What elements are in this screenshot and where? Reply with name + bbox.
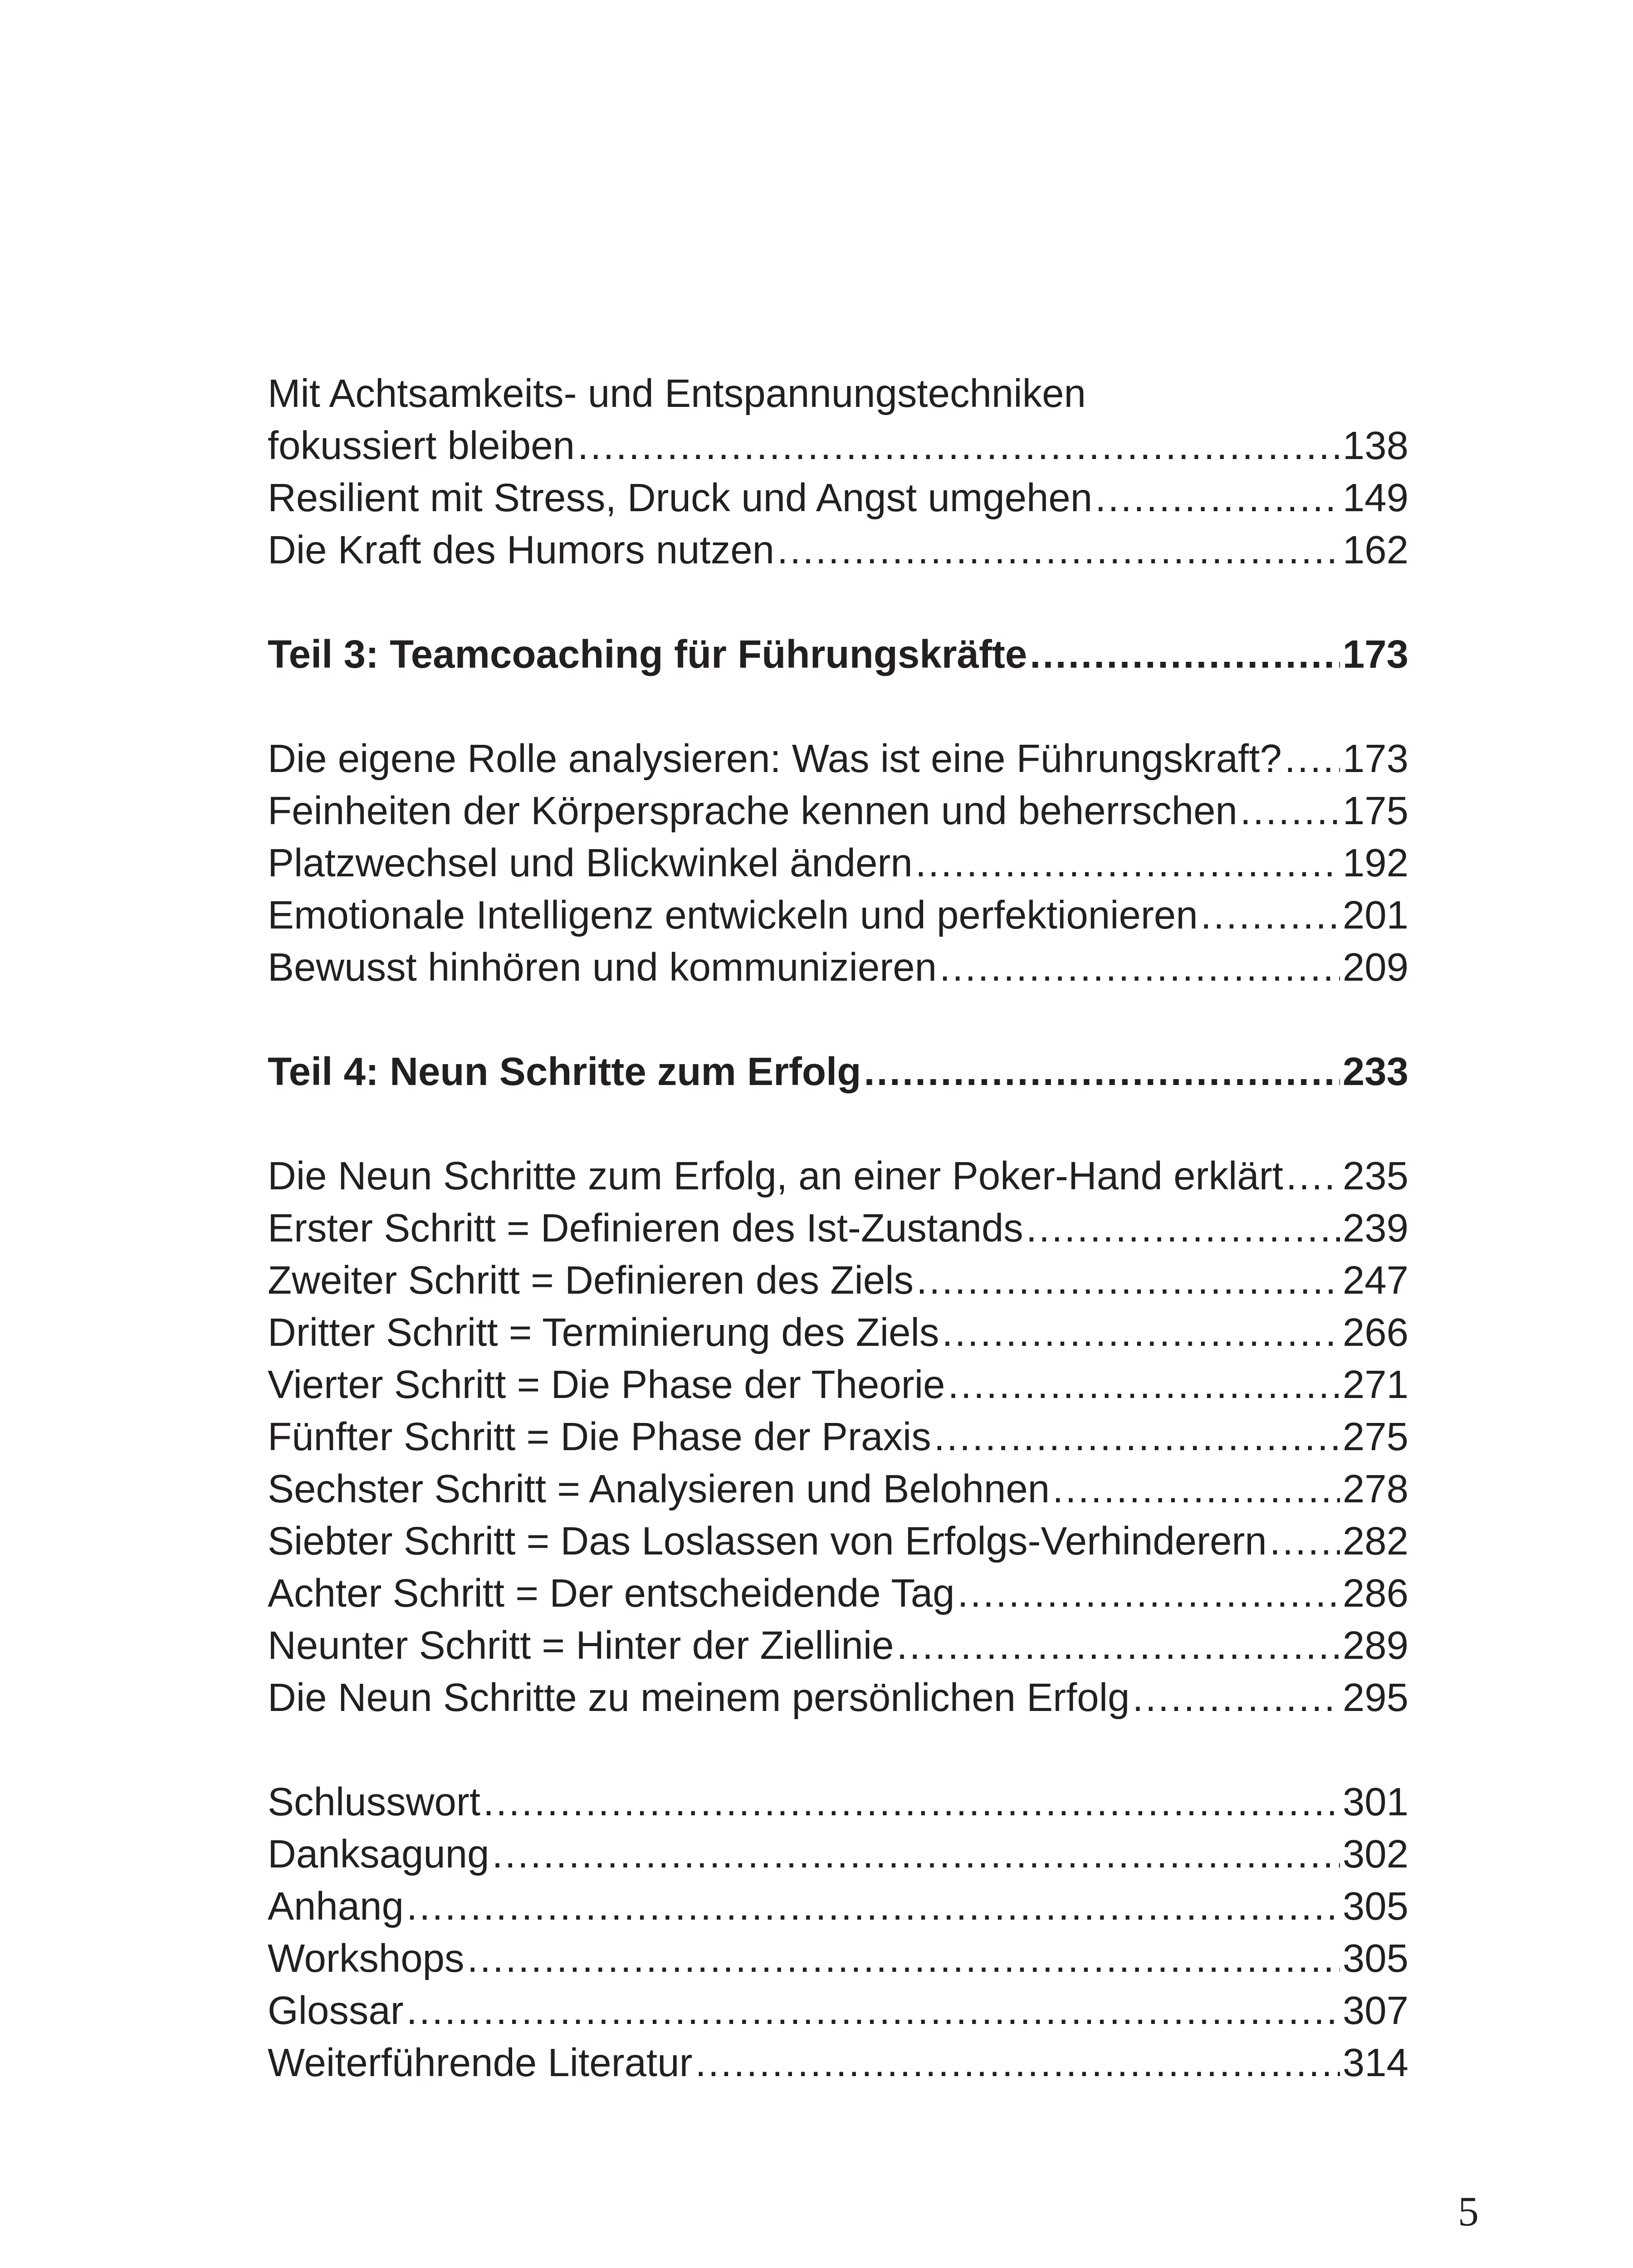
toc-entry-page: 209 [1342,945,1408,989]
dot-leader [1132,1672,1340,1724]
toc-entry [268,1359,1408,1411]
toc-entry [268,1776,1408,1828]
toc-entry [268,837,1408,889]
toc-entry-page: 282 [1342,1519,1408,1563]
toc-part-4 [268,1046,1408,1098]
toc-entry-page: 289 [1342,1623,1408,1667]
toc-entry-page: 286 [1342,1571,1408,1615]
toc-entry-title: Weiterführende Literatur [268,2041,693,2085]
toc-entry [268,1515,1408,1567]
toc-entry-title: Bewusst hinhören und kommunizieren [268,945,937,989]
toc-part-heading [268,628,1408,680]
dot-leader [939,941,1340,993]
toc-entry [268,1828,1408,1880]
toc-entry-title: Sechster Schritt = Analysieren und Belohnen [268,1467,1050,1511]
toc-entry-title: Feinheiten der Körpersprache kennen und beherrschen [268,789,1237,833]
toc-entry-page: 149 [1342,476,1408,520]
dot-leader [1286,1150,1340,1202]
toc-entry-title: Resilient mit Stress, Druck und Angst umgehen [268,476,1093,520]
toc-entry [268,785,1408,837]
toc-entry-page: 307 [1342,1989,1408,2033]
toc-part-heading [268,1046,1408,1098]
toc-part-3 [268,628,1408,680]
toc-entry [268,1619,1408,1672]
toc-entry-title: Anhang [268,1884,404,1928]
toc-section-block-3 [268,1150,1408,1724]
dot-leader [467,1932,1340,1984]
toc-entry-page: 201 [1342,893,1408,937]
dot-leader [942,1306,1340,1359]
toc-entry-title: Glossar [268,1989,404,2033]
toc-section-block-2 [268,733,1408,993]
toc-section-block-1 [268,367,1408,576]
toc-entry-title: fokussiert bleiben [268,424,575,468]
toc-entry-page: 271 [1342,1363,1408,1407]
dot-leader [406,1984,1340,2037]
toc-entry-title: Workshops [268,1936,464,1980]
toc-entry-title-line: Mit Achtsamkeits- und Entspannungstechniken [268,371,1086,415]
page-number: 5 [1458,2188,1479,2234]
toc-entry-title: Dritter Schritt = Terminierung des Ziels [268,1310,939,1354]
dot-leader [1285,733,1340,785]
table-of-contents [268,367,1408,2089]
toc-part-title: Teil 4: Neun Schritte zum Erfolg [268,1050,861,1094]
dot-leader [483,1776,1340,1828]
toc-entry-title: Achter Schritt = Der entscheidende Tag [268,1571,955,1615]
toc-entry-page: 235 [1342,1154,1408,1198]
toc-entry [268,1150,1408,1202]
toc-entry-page: 173 [1342,737,1408,781]
toc-entry-page: 275 [1342,1415,1408,1459]
toc-entry-page: 239 [1342,1206,1408,1250]
toc-part-page: 233 [1342,1050,1408,1094]
toc-entry-title: Die Kraft des Humors nutzen [268,528,774,572]
dot-leader [777,524,1340,576]
toc-entry-title: Erster Schritt = Definieren des Ist-Zustands [268,1206,1023,1250]
toc-entry [268,1411,1408,1463]
toc-entry-title: Platzwechsel und Blickwinkel ändern [268,841,913,885]
toc-entry [268,1306,1408,1359]
toc-entry [268,472,1408,524]
dot-leader [864,1046,1340,1098]
toc-entry [268,524,1408,576]
toc-part-title: Teil 3: Teamcoaching für Führungskräfte [268,632,1027,676]
dot-leader [1270,1515,1340,1567]
toc-entry [268,889,1408,941]
dot-leader [1095,472,1340,524]
toc-section-block-4 [268,1776,1408,2089]
dot-leader [958,1567,1340,1619]
toc-entry-page: 266 [1342,1310,1408,1354]
toc-entry-page: 162 [1342,528,1408,572]
dot-leader [934,1411,1340,1463]
toc-entry [268,1567,1408,1619]
dot-leader [915,837,1340,889]
dot-leader [1030,628,1340,680]
dot-leader [1201,889,1340,941]
toc-entry-title: Zweiter Schritt = Definieren des Ziels [268,1258,914,1302]
toc-entry-page: 301 [1342,1780,1408,1824]
toc-entry [268,941,1408,993]
toc-entry-title: Vierter Schritt = Die Phase der Theorie [268,1363,945,1407]
toc-entry-page: 138 [1342,424,1408,468]
toc-entry-title: Schlusswort [268,1780,480,1824]
toc-entry [268,1880,1408,1932]
toc-entry-title: Die eigene Rolle analysieren: Was ist eine Führungskraft? [268,737,1282,781]
toc-entry-page: 314 [1342,2041,1408,2085]
dot-leader [492,1828,1340,1880]
toc-entry-page: 278 [1342,1467,1408,1511]
toc-entry-page: 175 [1342,789,1408,833]
toc-entry [268,1202,1408,1254]
toc-entry [268,1254,1408,1306]
toc-entry-title: Die Neun Schritte zum Erfolg, an einer Poker-Hand erklärt [268,1154,1283,1198]
toc-entry-title: Fünfter Schritt = Die Phase der Praxis [268,1415,931,1459]
toc-entry-title: Danksagung [268,1832,489,1876]
toc-entry [268,1463,1408,1515]
toc-entry-title: Siebter Schritt = Das Loslassen von Erfolgs-Verhinderern [268,1519,1267,1563]
toc-entry-page: 305 [1342,1884,1408,1928]
dot-leader [1026,1202,1340,1254]
dot-leader [916,1254,1340,1306]
dot-leader [1052,1463,1340,1515]
toc-entry [268,733,1408,785]
toc-entry [268,1672,1408,1724]
toc-entry [268,1932,1408,1984]
dot-leader [577,420,1340,472]
dot-leader [948,1359,1340,1411]
toc-entry-page: 295 [1342,1676,1408,1720]
toc-entry-page: 305 [1342,1936,1408,1980]
toc-entry [268,1984,1408,2037]
toc-entry-page: 247 [1342,1258,1408,1302]
dot-leader [1240,785,1340,837]
toc-entry-title: Emotionale Intelligenz entwickeln und perfektionieren [268,893,1198,937]
toc-entry-title: Neunter Schritt = Hinter der Ziellinie [268,1623,894,1667]
toc-entry [268,420,1408,472]
toc-entry [268,2037,1408,2089]
toc-entry-title: Die Neun Schritte zu meinem persönlichen Erfolg [268,1676,1130,1720]
dot-leader [406,1880,1340,1932]
toc-part-page: 173 [1342,632,1408,676]
toc-entry-page: 192 [1342,841,1408,885]
toc-entry-page: 302 [1342,1832,1408,1876]
dot-leader [695,2037,1340,2089]
dot-leader [897,1619,1340,1672]
